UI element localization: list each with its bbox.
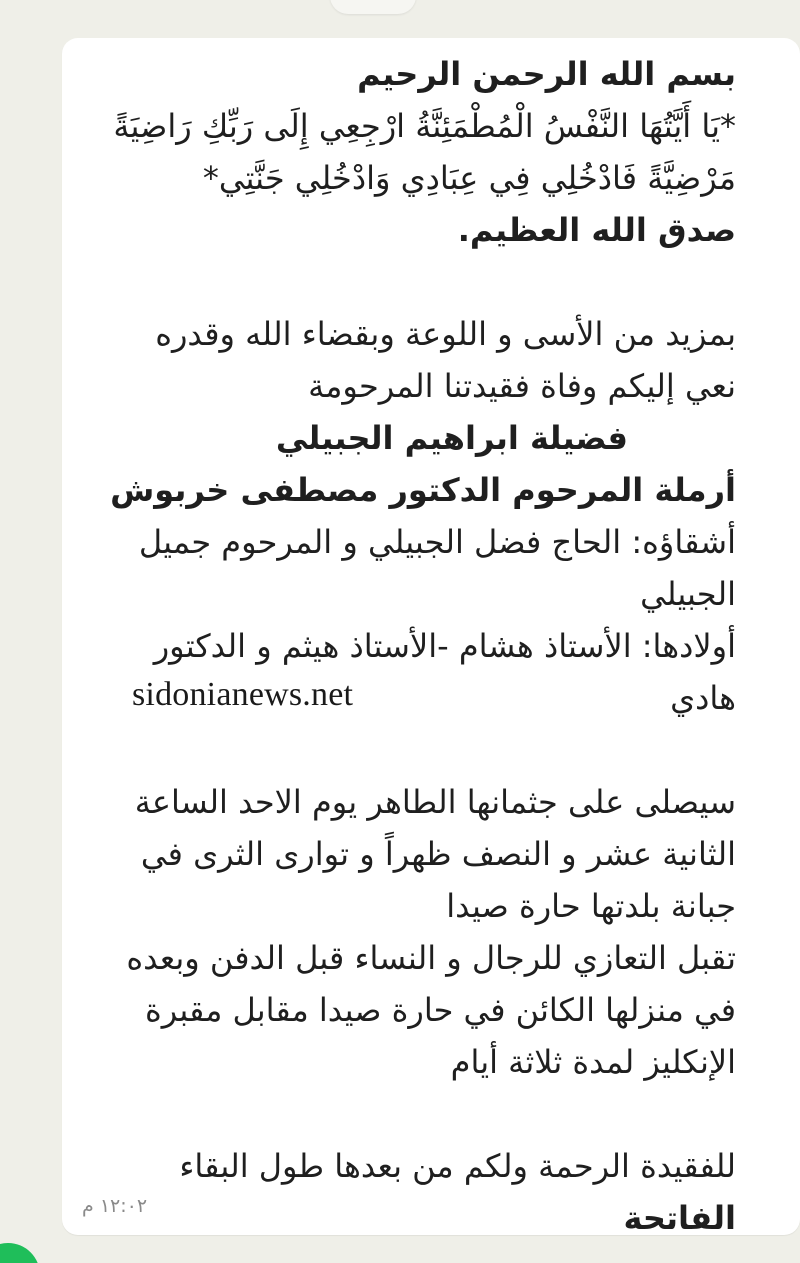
date-pill bbox=[330, 0, 416, 14]
condolence-line-3: الإنكليز لمدة ثلاثة أيام bbox=[450, 1043, 736, 1081]
funeral-line-1: سيصلى على جثمانها الطاهر يوم الاحد الساعة bbox=[134, 783, 736, 821]
spacer bbox=[106, 1088, 736, 1140]
message-bubble[interactable] bbox=[62, 38, 800, 1235]
intro-line-2: نعي إليكم وفاة فقيدتنا المرحومة bbox=[308, 367, 736, 405]
spacer bbox=[106, 256, 736, 308]
siblings-line: أشقاؤه: الحاج فضل الجبيلي و المرحوم جميل الجبيلي bbox=[138, 523, 736, 613]
verse-line-2: مَرْضِيَّةً فَادْخُلِي فِي عِبَادِي وَادْخُلِي جَنَّتِي* bbox=[202, 159, 736, 197]
verse-line-1: *يَا أَيَّتُهَا النَّفْسُ الْمُطْمَئِنَّةُ ارْجِعِي إِلَى رَبِّكِ رَاضِيَةً bbox=[113, 107, 736, 145]
floating-action-button[interactable] bbox=[0, 1243, 40, 1263]
deceased-name: فضيلة ابراهيم الجبيلي bbox=[275, 419, 628, 457]
sadaqa-line: صدق الله العظيم. bbox=[457, 211, 736, 249]
basmala-line: بسم الله الرحمن الرحيم bbox=[357, 55, 736, 93]
message-text bbox=[106, 48, 736, 1244]
spacer bbox=[106, 724, 736, 776]
funeral-line-2: الثانية عشر و النصف ظهراً و توارى الثرى في bbox=[140, 835, 736, 873]
fatiha-line: الفاتحة bbox=[623, 1199, 736, 1237]
closing-line: للفقيدة الرحمة ولكم من بعدها طول البقاء bbox=[179, 1147, 736, 1185]
watermark-text: sidonianews.net bbox=[132, 676, 354, 713]
funeral-line-3: جبانة بلدتها حارة صيدا bbox=[446, 887, 736, 925]
children-line: أولادها: الأستاذ هشام -الأستاذ هيثم و الدكتور هادي bbox=[153, 627, 736, 717]
message-timestamp: ١٢:٠٢ م bbox=[82, 1195, 148, 1217]
widow-of-line: أرملة المرحوم الدكتور مصطفى خربوش bbox=[110, 471, 736, 509]
condolence-line-1: تقبل التعازي للرجال و النساء قبل الدفن وبعده bbox=[126, 939, 736, 977]
condolence-line-2: في منزلها الكائن في حارة صيدا مقابل مقبرة bbox=[144, 991, 736, 1029]
intro-line-1: بمزيد من الأسى و اللوعة وبقضاء الله وقدره bbox=[155, 315, 736, 353]
